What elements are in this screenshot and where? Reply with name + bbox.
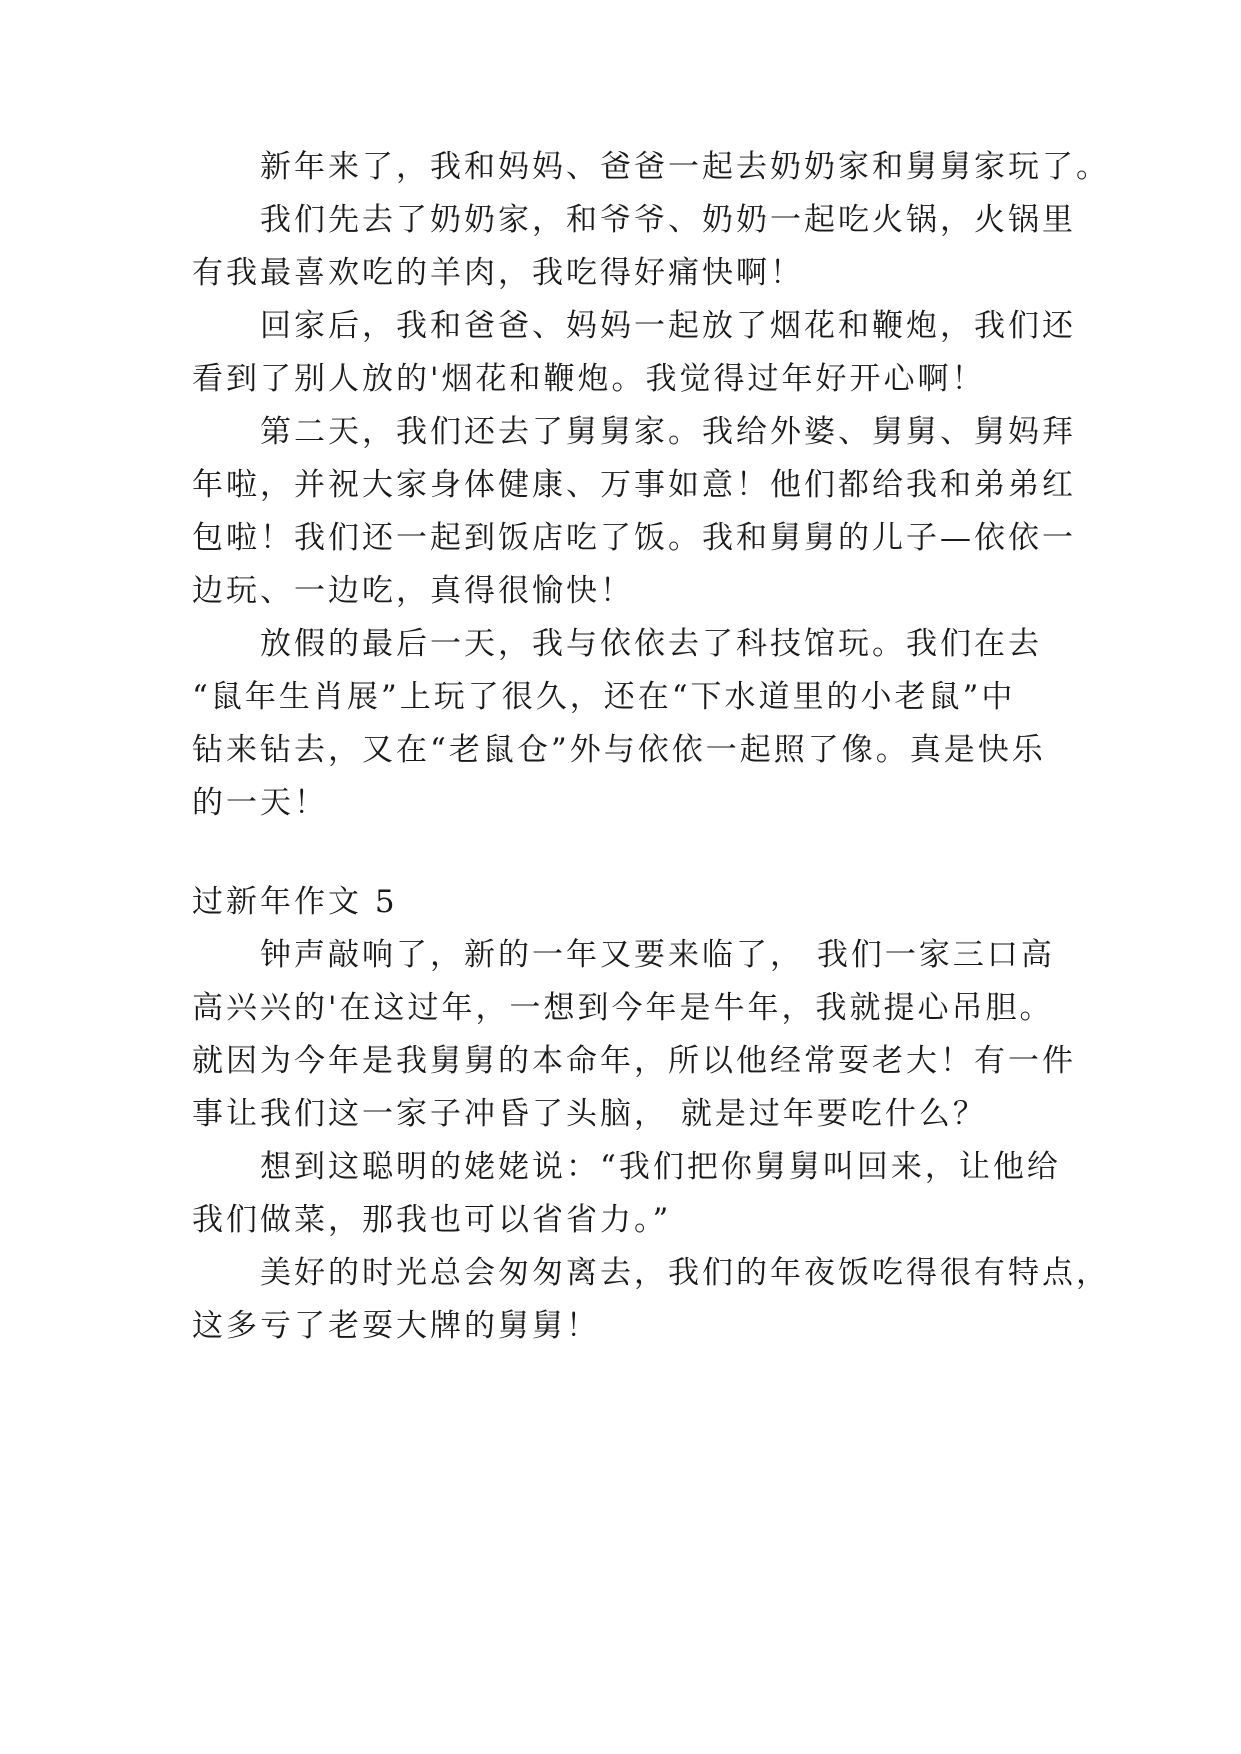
paragraph-line: 我们先去了奶奶家，和爷爷、奶奶一起吃火锅，火锅里 bbox=[192, 202, 1076, 238]
paragraph-line: 钻来钻去，又在“老鼠仓”外与依依一起照了像。真是快乐 bbox=[192, 732, 1046, 768]
paragraph-line: 高兴兴的'在这过年，一想到今年是牛年，我就提心吊胆。 bbox=[192, 990, 1054, 1026]
paragraph-line: 想到这聪明的姥姥说：“我们把你舅舅叫回来，让他给 bbox=[192, 1149, 1061, 1185]
paragraph-line: 美好的时光总会匆匆离去，我们的年夜饭吃得很有特点， bbox=[192, 1255, 1110, 1291]
paragraph-line: “鼠年生肖展”上玩了很久，还在“下水道里的小老鼠”中 bbox=[192, 679, 1016, 715]
paragraph-line: 年啦，并祝大家身体健康、万事如意！他们都给我和弟弟红 bbox=[192, 467, 1076, 503]
paragraph-line: 这多亏了老耍大牌的舅舅！ bbox=[192, 1308, 600, 1344]
paragraph-line: 就因为今年是我舅舅的本命年，所以他经常耍老大！有一件 bbox=[192, 1043, 1076, 1079]
paragraph-line: 回家后，我和爸爸、妈妈一起放了烟花和鞭炮，我们还 bbox=[192, 308, 1076, 344]
paragraph-line: 事让我们这一家子冲昏了头脑， 就是过年要吃什么？ bbox=[192, 1096, 987, 1132]
paragraph-line: 第二天，我们还去了舅舅家。我给外婆、舅舅、舅妈拜 bbox=[192, 414, 1076, 450]
paragraph-line: 看到了别人放的'烟花和鞭炮。我觉得过年好开心啊！ bbox=[192, 361, 986, 397]
paragraph-line: 有我最喜欢吃的羊肉，我吃得好痛快啊！ bbox=[192, 255, 804, 291]
paragraph-line: 新年来了，我和妈妈、爸爸一起去奶奶家和舅舅家玩了。 bbox=[192, 149, 1110, 185]
paragraph-line: 我们做菜，那我也可以省省力。” bbox=[192, 1202, 672, 1238]
paragraph-line: 包啦！我们还一起到饭店吃了饭。我和舅舅的儿子—依依一 bbox=[192, 520, 1076, 556]
paragraph-line: 边玩、一边吃，真得很愉快！ bbox=[192, 573, 634, 609]
paragraph-line: 的一天！ bbox=[192, 785, 328, 821]
paragraph-line: 放假的最后一天，我与依依去了科技馆玩。我们在去 bbox=[192, 626, 1042, 662]
section-heading: 过新年作文 5 bbox=[192, 884, 398, 920]
paragraph-line: 钟声敲响了，新的一年又要来临了， 我们一家三口高 bbox=[192, 937, 1055, 973]
